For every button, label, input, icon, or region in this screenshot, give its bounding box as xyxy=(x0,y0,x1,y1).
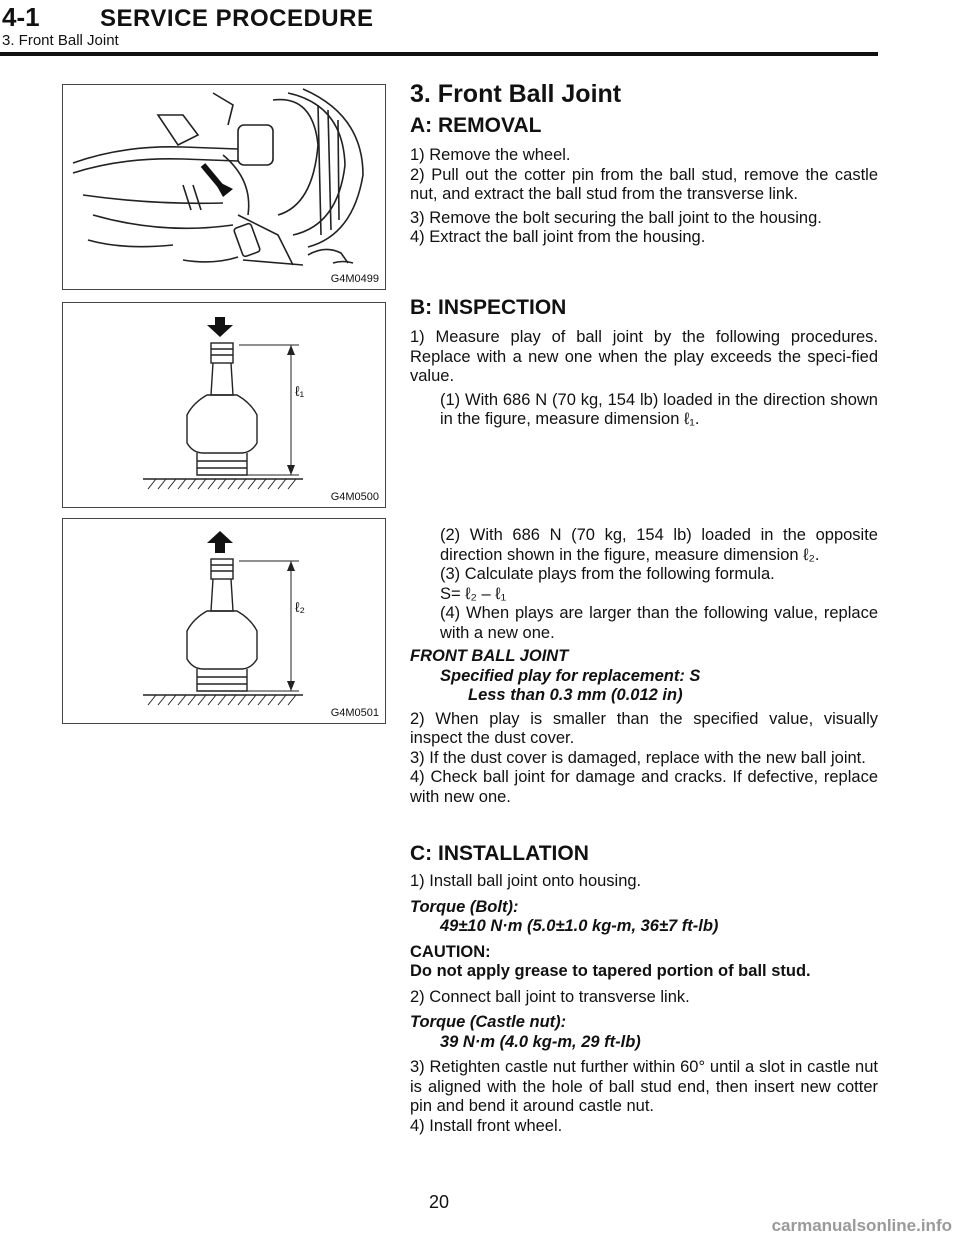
page-number: 20 xyxy=(428,1192,450,1212)
inspection-substep: (4) When plays are larger than the following value, replace with a new one. xyxy=(440,604,878,642)
inspection-substep: (3) Calculate plays from the following formula. xyxy=(440,565,775,583)
page-header-subtitle: 3. Front Ball Joint xyxy=(2,32,119,49)
inspection-step: 4) Check ball joint for damage and cracks. If defective, replace with new one. xyxy=(410,768,878,806)
page-header-title: SERVICE PROCEDURE xyxy=(100,5,374,32)
removal-heading: A: REMOVAL xyxy=(410,114,542,137)
inspection-step: 2) When play is smaller than the specified value, visually inspect the dust cover. xyxy=(410,709,878,747)
arrow-icon xyxy=(203,165,233,197)
removal-step: 4) Extract the ball joint from the housing. xyxy=(410,228,706,246)
caution-text: Do not apply grease to tapered portion of ball stud. xyxy=(410,962,811,980)
section-number: 4-1 xyxy=(2,2,40,32)
arrow-down-icon xyxy=(207,317,233,337)
inspection-part2 xyxy=(410,526,878,807)
removal-step: 3) Remove the bolt securing the ball joint to the housing. xyxy=(410,208,822,227)
spec-label: FRONT BALL JOINT xyxy=(410,647,569,665)
dimension-label: ℓ₁ xyxy=(295,383,305,399)
inspection-substep: (2) With 686 N (70 kg, 154 lb) loaded in the opposite direction shown in the figure, measure dimension ℓ₂. xyxy=(440,526,878,564)
inspection-part1 xyxy=(410,328,878,430)
dimension-label: ℓ₂ xyxy=(295,599,305,615)
installation-step: 4) Install front wheel. xyxy=(410,1116,563,1135)
figure-caption: G4M0500 xyxy=(330,491,379,503)
header-rule xyxy=(0,52,878,56)
installation-step: 3) Retighten castle nut further within 60° until a slot in castle nut is aligned with the hole of ball stud end, then insert new cotter pin and bend it around castle nut. xyxy=(410,1058,878,1115)
inspection-step: 3) If the dust cover is damaged, replace with the new ball joint. xyxy=(410,748,866,767)
arrow-up-icon xyxy=(207,531,233,553)
removal-step: 2) Pull out the cotter pin from the ball stud, remove the castle nut, and extract the ball stud from the transverse link. xyxy=(410,165,878,203)
torque-label: Torque (Castle nut): xyxy=(410,1013,567,1031)
ball-joint-illustration xyxy=(63,519,385,723)
inspection-substep: (1) With 686 N (70 kg, 154 lb) loaded in the direction shown in the figure, measure dimension ℓ₁. xyxy=(440,390,878,428)
formula: S= ℓ₂ – ℓ₁ xyxy=(440,584,507,603)
figure-caption: G4M0501 xyxy=(330,707,379,719)
installation-step: 1) Install ball joint onto housing. xyxy=(410,872,642,890)
caution-label: CAUTION: xyxy=(410,942,491,961)
suspension-illustration xyxy=(63,85,385,289)
inspection-step: 1) Measure play of ball joint by the following procedures. Replace with a new one when the play exceeds the speci-fied value. xyxy=(410,328,878,385)
ball-joint-illustration xyxy=(63,303,385,507)
torque-value: 49±10 N·m (5.0±1.0 kg-m, 36±7 ft-lb) xyxy=(440,917,719,935)
inspection-heading: B: INSPECTION xyxy=(410,296,567,319)
figure-suspension xyxy=(62,84,386,290)
torque-value: 39 N·m (4.0 kg-m, 29 ft-lb) xyxy=(440,1032,641,1051)
removal-step: 1) Remove the wheel. xyxy=(410,146,571,164)
figure-ball-joint-load-down xyxy=(62,302,386,508)
installation-steps xyxy=(410,872,878,1136)
spec-title: Specified play for replacement: S xyxy=(440,666,701,685)
watermark: carmanualsonline.info xyxy=(771,1216,952,1235)
figure-ball-joint-load-up xyxy=(62,518,386,724)
torque-label: Torque (Bolt): xyxy=(410,897,519,916)
section-title: 3. Front Ball Joint xyxy=(410,80,622,108)
figure-caption: G4M0499 xyxy=(330,273,379,285)
removal-steps xyxy=(410,146,878,248)
spec-value: Less than 0.3 mm (0.012 in) xyxy=(468,686,683,704)
installation-step: 2) Connect ball joint to transverse link. xyxy=(410,987,690,1006)
installation-heading: C: INSTALLATION xyxy=(410,842,589,865)
